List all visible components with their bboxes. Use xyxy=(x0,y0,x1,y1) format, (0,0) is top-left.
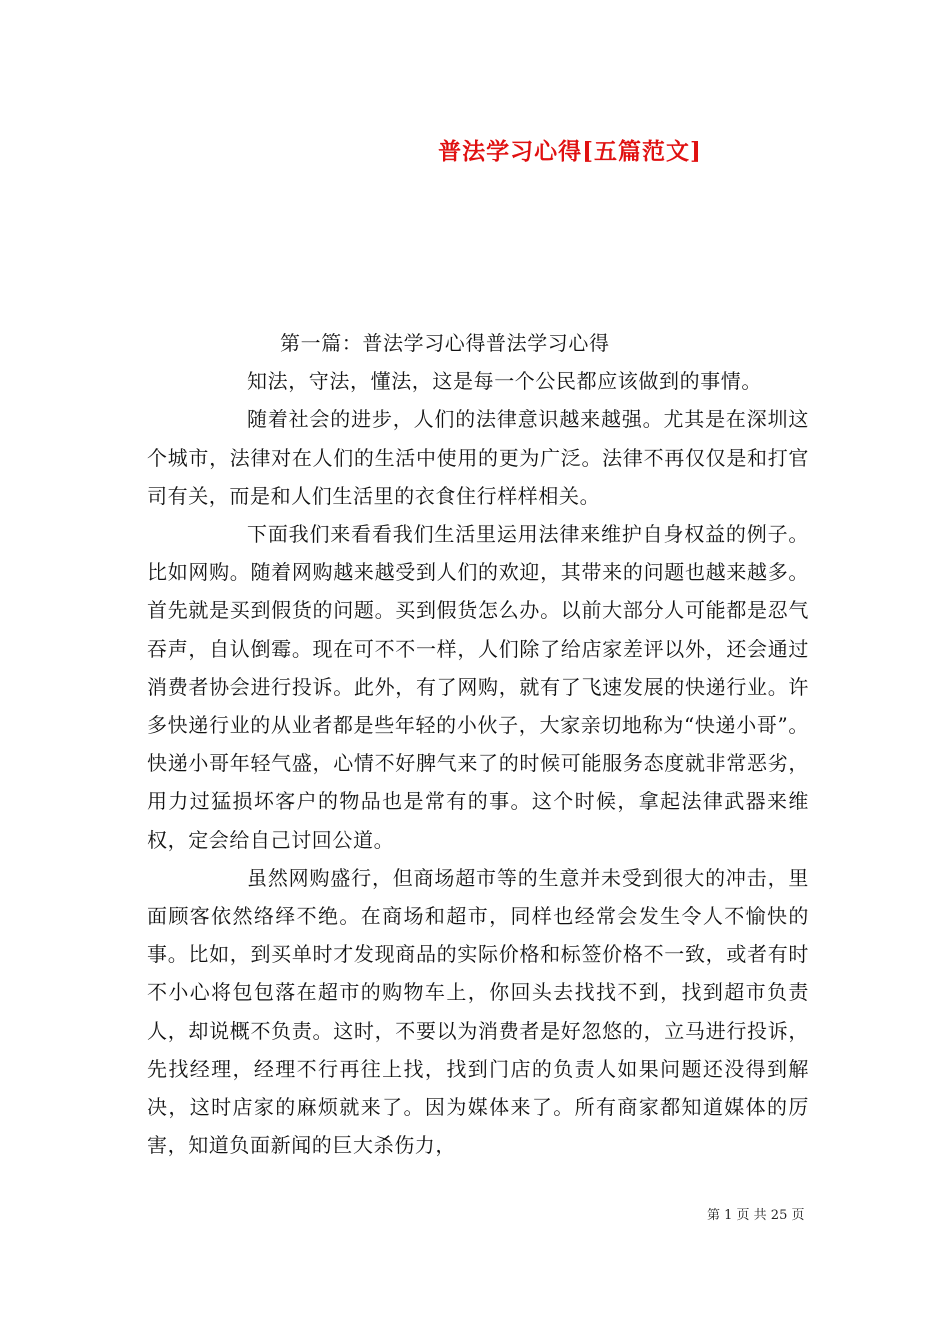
document-title: 普法学习心得[五篇范文] xyxy=(438,138,702,165)
paragraph: 下面我们来看看我们生活里运用法律来维护自身权益的例子。比如网购。随着网购越来越受到人们的欢迎，其带来的问题也越来越多。首先就是买到假货的问题。买到假货怎么办。以前大部分人可能都是忍气吞声，自认倒霉。现在可不不一样，人们除了给店家差评以外，还会通过消费者协会进行投诉。此外，有了网购，就有了飞速发展的快递行业。许多快递行业的从业者都是些年轻的小伙子，大家亲切地称为“快递小哥”。快递小哥年轻气盛，心情不好脾气来了的时候可能服务态度就非常恶劣，用力过猛损坏客户的物品也是常有的事。这个时候，拿起法律武器来维权，定会给自己讨回公道。 xyxy=(147,522,809,852)
paragraph: 随着社会的进步，人们的法律意识越来越强。尤其是在深圳这个城市，法律对在人们的生活中使用的更为广泛。法律不再仅仅是和打官司有关，而是和人们生活里的衣食住行样样相关。 xyxy=(147,407,809,508)
paragraph: 虽然网购盛行，但商场超市等的生意并未受到很大的冲击，里面顾客依然络绎不绝。在商场和超市，同样也经常会发生令人不愉快的事。比如，到买单时才发现商品的实际价格和标签价格不一致，或者有时不小心将包包落在超市的购物车上，你回头去找找不到，找到超市负责人，却说概不负责。这时，不要以为消费者是好忽悠的，立马进行投诉，先找经理，经理不行再往上找，找到门店的负责人如果问题还没得到解决，这时店家的麻烦就来了。因为媒体来了。所有商家都知道媒体的厉害，知道负面新闻的巨大杀伤力， xyxy=(147,865,809,1158)
page-footer: 第 1 页 共 25 页 xyxy=(707,1208,805,1223)
section-heading: 第一篇：普法学习心得普法学习心得 xyxy=(280,331,610,355)
document-body xyxy=(147,324,809,1164)
paragraph: 知法，守法，懂法，这是每一个公民都应该做到的事情。 xyxy=(247,369,762,394)
